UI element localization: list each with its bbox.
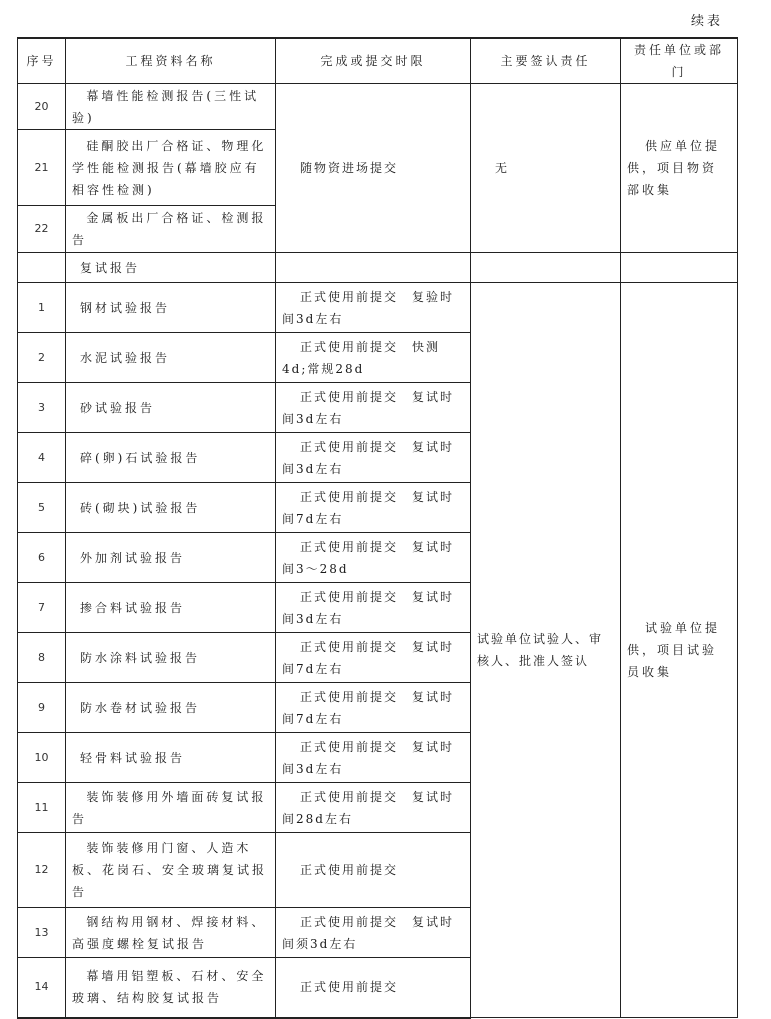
row-name: 防水涂料试验报告 <box>66 633 276 683</box>
row-deadline: 正式使用前提交 复试时间3d左右 <box>276 583 471 633</box>
row-number: 3 <box>18 383 66 433</box>
row-name: 砂试验报告 <box>66 383 276 433</box>
row-deadline: 正式使用前提交 复试时间3d左右 <box>276 383 471 433</box>
group-a-signoff: 无 <box>471 84 621 253</box>
row-name: 碎(卵)石试验报告 <box>66 433 276 483</box>
row-name: 装饰装修用外墙面砖复试报告 <box>66 783 276 833</box>
table-row <box>18 84 738 130</box>
row-name: 外加剂试验报告 <box>66 533 276 583</box>
row-name: 装饰装修用门窗、人造木板、花岗石、安全玻璃复试报告 <box>66 833 276 908</box>
header-deadline: 完成或提交时限 <box>276 38 471 84</box>
row-number: 7 <box>18 583 66 633</box>
row-deadline: 正式使用前提交 复试时间28d左右 <box>276 783 471 833</box>
row-name: 砖(砌块)试验报告 <box>66 483 276 533</box>
row-number: 11 <box>18 783 66 833</box>
row-number: 22 <box>18 206 66 253</box>
row-number: 12 <box>18 833 66 908</box>
row-number: 14 <box>18 958 66 1018</box>
row-number: 13 <box>18 908 66 958</box>
header-seq: 序号 <box>18 38 66 84</box>
row-deadline: 正式使用前提交 快测4d;常规28d <box>276 333 471 383</box>
header-responsible: 责任单位或部门 <box>621 38 738 84</box>
group-a-responsible: 供应单位提供，项目物资部收集 <box>621 84 738 253</box>
records-table <box>17 37 738 1019</box>
section-title: 复试报告 <box>66 253 276 283</box>
row-deadline: 正式使用前提交 复试时间3d左右 <box>276 433 471 483</box>
row-number: 6 <box>18 533 66 583</box>
row-deadline: 正式使用前提交 复试时间3～28d <box>276 533 471 583</box>
row-name: 钢结构用钢材、焊接材料、高强度螺栓复试报告 <box>66 908 276 958</box>
row-deadline: 正式使用前提交 <box>276 958 471 1018</box>
group-b-signoff: 试验单位试验人、审核人、批准人签认 <box>471 283 621 1018</box>
row-number: 9 <box>18 683 66 733</box>
row-deadline: 正式使用前提交 <box>276 833 471 908</box>
row-deadline: 正式使用前提交 复试时间7d左右 <box>276 483 471 533</box>
header-name: 工程资料名称 <box>66 38 276 84</box>
header-signoff: 主要签认责任 <box>471 38 621 84</box>
row-number: 1 <box>18 283 66 333</box>
group-b-responsible: 试验单位提供，项目试验员收集 <box>621 283 738 1018</box>
row-name: 水泥试验报告 <box>66 333 276 383</box>
row-name: 防水卷材试验报告 <box>66 683 276 733</box>
row-number: 5 <box>18 483 66 533</box>
row-name: 幕墙用铝塑板、石材、安全玻璃、结构胶复试报告 <box>66 958 276 1018</box>
group-a-deadline: 随物资进场提交 <box>276 84 471 253</box>
row-deadline: 正式使用前提交 复试时间须3d左右 <box>276 908 471 958</box>
row-name: 轻骨料试验报告 <box>66 733 276 783</box>
row-deadline: 正式使用前提交 复试时间7d左右 <box>276 633 471 683</box>
row-name: 硅酮胶出厂合格证、物理化学性能检测报告(幕墙胶应有相容性检测) <box>66 130 276 206</box>
row-number: 21 <box>18 130 66 206</box>
section-row <box>18 253 738 283</box>
row-number: 2 <box>18 333 66 383</box>
row-deadline: 正式使用前提交 复试时间3d左右 <box>276 733 471 783</box>
row-deadline: 正式使用前提交 复验时间3d左右 <box>276 283 471 333</box>
row-name: 幕墙性能检测报告(三性试验) <box>66 84 276 130</box>
row-deadline: 正式使用前提交 复试时间7d左右 <box>276 683 471 733</box>
row-number: 8 <box>18 633 66 683</box>
row-number: 10 <box>18 733 66 783</box>
row-name: 钢材试验报告 <box>66 283 276 333</box>
row-number: 20 <box>18 84 66 130</box>
row-name: 金属板出厂合格证、检测报告 <box>66 206 276 253</box>
row-name: 掺合料试验报告 <box>66 583 276 633</box>
table-header-row <box>18 38 738 84</box>
continued-label: 续表 <box>690 14 723 29</box>
table-row <box>18 283 738 333</box>
row-number: 4 <box>18 433 66 483</box>
